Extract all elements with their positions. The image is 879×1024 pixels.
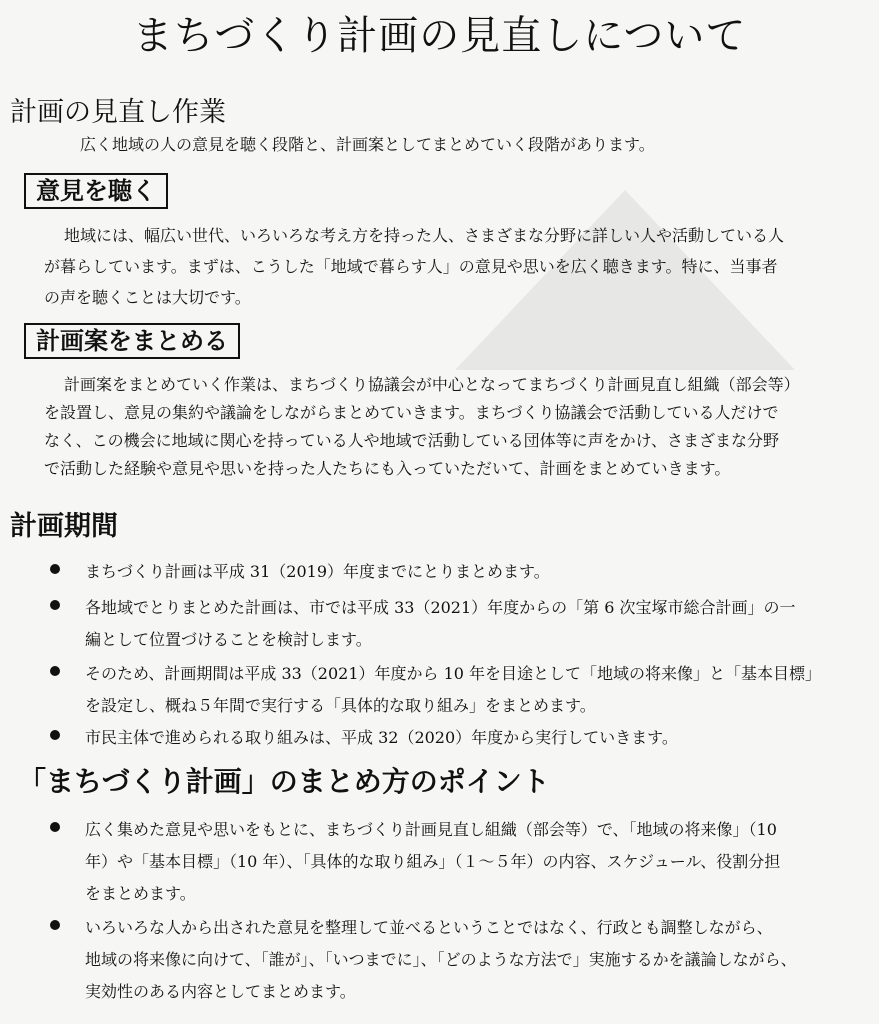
draft-line: を設置し、意見の集約や議論をしながらまとめていきます。まちづくり協議会で活動している人だけで [44, 403, 779, 422]
bullet-dot [50, 564, 60, 574]
bullet-dot [50, 822, 60, 832]
listen-line: が暮らしています。まずは、こうした「地域で暮らす人」の意見や思いを広く聴きます。特に、当事者 [44, 257, 778, 276]
label-listen: 意見を聴く [24, 173, 168, 209]
bullet-line: 編として位置づけることを検討します。 [85, 630, 372, 649]
draft-line: で活動した経験や意見や思いを持った人たちにも入っていただいて、計画をまとめていきます。 [44, 459, 731, 478]
listen-line: 地域には、幅広い世代、いろいろな考え方を持った人、さまざまな分野に詳しい人や活動している人 [64, 226, 785, 245]
heading-period: 計画期間 [10, 511, 118, 542]
bullet-dot [50, 920, 60, 930]
heading-points: 「まちづくり計画」のまとめ方のポイント [18, 765, 550, 798]
bullet-dot [50, 666, 60, 676]
draft-paragraph [44, 371, 879, 482]
bullet-line: そのため、計画期間は平成 33（2021）年度から 10 年を目途として「地域の将来像」と「基本目標」 [85, 664, 822, 683]
bullet-line: 地域の将来像に向けて、「誰が」、「いつまでに」、「どのような方法で」実施するかを議論しながら、 [85, 950, 797, 969]
bullet-line: 市民主体で進められる取り組みは、平成 32（2020）年度から実行していきます。 [85, 728, 678, 747]
bullet-line: を設定し、概ね５年間で実行する「具体的な取り組み」をまとめます。 [85, 696, 596, 715]
listen-line: の声を聴くことは大切です。 [44, 288, 251, 307]
bullet-line: 各地域でとりまとめた計画は、市では平成 33（2021）年度からの「第 6 次宝塚市総合計画」の一 [85, 598, 796, 617]
bullet-line: いろいろな人から出された意見を整理して並べるということではなく、行政とも調整しながら、 [85, 918, 773, 937]
bullet-dot [50, 600, 60, 610]
review-intro: 広く地域の人の意見を聴く段階と、計画案としてまとめていく段階があります。 [80, 135, 655, 154]
bullet-line: まちづくり計画は平成 31（2019）年度までにとりまとめます。 [85, 562, 550, 581]
listen-paragraph [44, 222, 879, 311]
page-title: まちづくり計画の見直しについて [132, 13, 747, 59]
bullet-line: をまとめます。 [85, 884, 196, 903]
draft-line: 計画案をまとめていく作業は、まちづくり協議会が中心となってまちづくり計画見直し組織（部会等） [64, 375, 800, 394]
bullet-dot [50, 730, 60, 740]
label-draft: 計画案をまとめる [24, 323, 240, 359]
bullet-line: 年）や「基本目標」（10 年）、「具体的な取り組み」（１～５年）の内容、スケジュール、役割分担 [85, 852, 781, 871]
heading-review: 計画の見直し作業 [10, 97, 226, 128]
draft-line: なく、この機会に地域に関心を持っている人や地域で活動している団体等に声をかけ、さまざまな分野 [44, 431, 780, 450]
bullet-line: 実効性のある内容としてまとめます。 [85, 982, 356, 1001]
bullet-line: 広く集めた意見や思いをもとに、まちづくり計画見直し組織（部会等）で、「地域の将来像」（10 [85, 820, 777, 839]
